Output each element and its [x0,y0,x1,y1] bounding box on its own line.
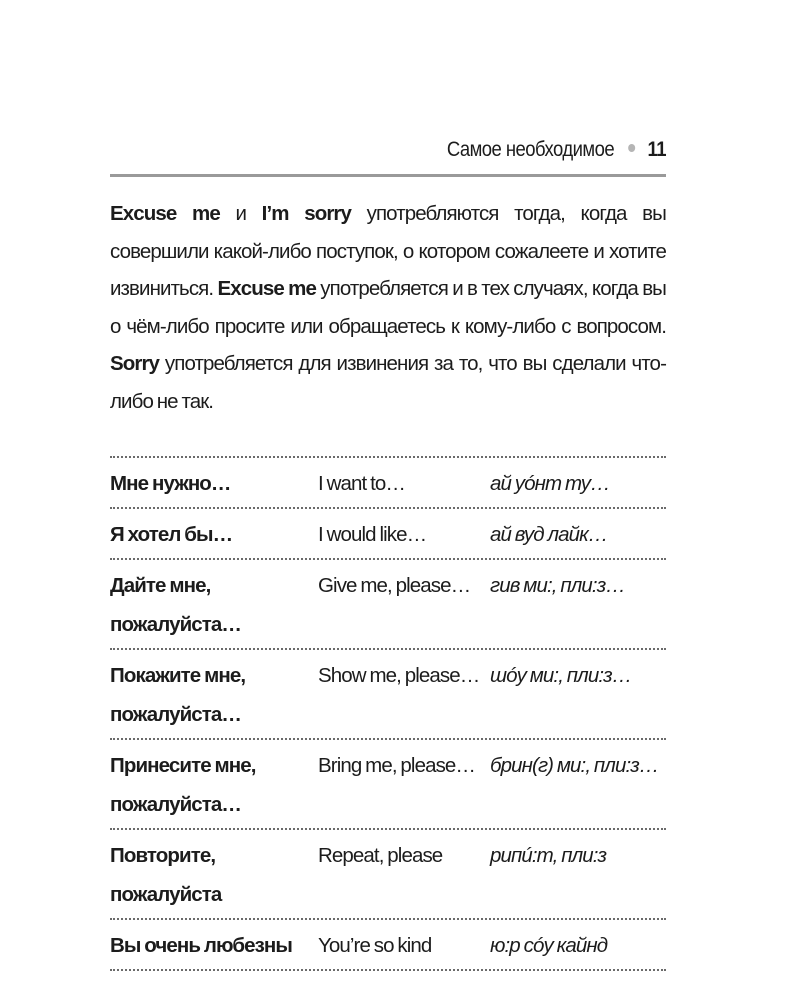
phrase-english: Bring me, please… [318,754,476,777]
header-rule [110,174,666,177]
intro-text-1: употребляются тогда, когда вы совершили какой-либо поступок, о котором сожалеете и хотите извиниться. [110,202,666,300]
book-page [110,138,666,971]
page-number: 11 [647,138,666,161]
phrase-english: Repeat, please [318,844,443,867]
phrase-row [110,740,666,830]
phrase-row [110,920,666,971]
phrase-russian: Вы очень любезны [110,934,293,957]
section-title: Самое необходимое [446,138,615,161]
phrase-transcription: ай вуд лайк… [490,523,608,546]
phrase-row [110,560,666,650]
phrase-russian: Дайте мне, пожалуйста… [110,574,242,636]
intro-paragraph [110,195,666,420]
phrase-transcription: шóу ми:, пли:з… [490,664,632,687]
phrase-russian: Я хотел бы… [110,523,233,546]
intro-and: и [235,202,247,225]
phrase-english: Give me, please… [318,574,471,597]
phrase-russian: Принесите мне, пожалуйста… [110,754,256,816]
phrase-english: Show me, please… [318,664,480,687]
bullet-dot [628,144,635,152]
phrase-row [110,509,666,560]
phrase-russian: Повторите, пожалуйста [110,844,222,906]
term-sorry: Sorry [110,352,160,375]
term-excuse-me-2: Excuse me [217,277,316,300]
phrase-english: You’re so kind [318,934,432,957]
phrase-transcription: брин(г) ми:, пли:з… [490,754,659,777]
phrase-row [110,458,666,509]
phrase-russian: Покажите мне, пожалуйста… [110,664,246,726]
running-header [177,138,666,172]
phrase-english: I would like… [318,523,427,546]
phrase-table [110,456,666,971]
intro-text-2: употребляется и в тех случаях, когда вы о чём-либо просите или обращаетесь к кому-либо с вопросом. [110,277,667,338]
phrase-transcription: ай уóнт ту… [490,472,610,495]
phrase-transcription: гив ми:, пли:з… [490,574,625,597]
phrase-transcription: рипú:т, пли:з [490,844,607,867]
phrase-row [110,830,666,920]
phrase-russian: Мне нужно… [110,472,231,495]
term-excuse-me: Excuse me [110,202,220,225]
phrase-english: I want to… [318,472,405,495]
phrase-transcription: ю:р сóу кайнд [490,934,608,957]
intro-text-3: употребляется для извинения за то, что вы сделали что-либо не так. [110,352,666,413]
phrase-row [110,650,666,740]
term-im-sorry: I’m sorry [261,202,351,225]
